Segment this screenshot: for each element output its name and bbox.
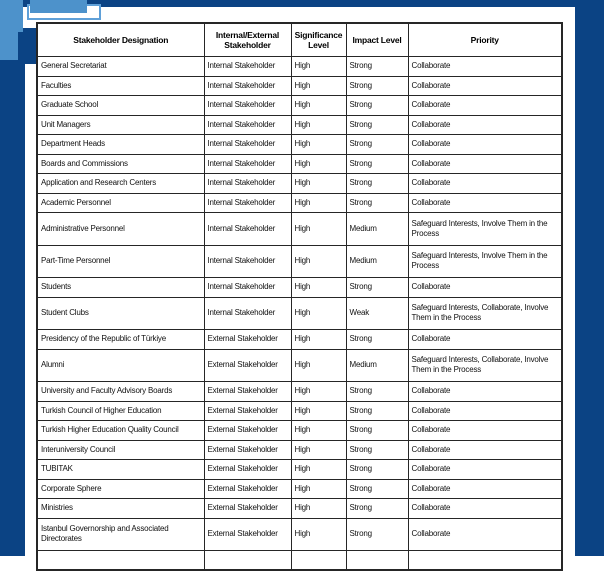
table-row [37, 479, 562, 499]
cell-empty [291, 551, 346, 571]
cell-designation: Alumni [37, 349, 204, 382]
cell-stakeholder: External Stakeholder [204, 401, 291, 421]
cell-priority: Collaborate [408, 421, 562, 441]
cell-significance: High [291, 518, 346, 551]
cell-impact: Strong [346, 96, 408, 116]
cell-significance: High [291, 213, 346, 246]
column-header-priority: Priority [408, 23, 562, 57]
cell-significance: High [291, 154, 346, 174]
cell-significance: High [291, 174, 346, 194]
cell-priority: Collaborate [408, 96, 562, 116]
table-row [37, 213, 562, 246]
table-row [37, 278, 562, 298]
cell-designation: University and Faculty Advisory Boards [37, 382, 204, 402]
cell-impact: Strong [346, 382, 408, 402]
cell-designation: Graduate School [37, 96, 204, 116]
cell-significance: High [291, 330, 346, 350]
table-row [37, 76, 562, 96]
table-row [37, 440, 562, 460]
cell-stakeholder: Internal Stakeholder [204, 135, 291, 155]
cell-significance: High [291, 460, 346, 480]
cell-stakeholder: External Stakeholder [204, 330, 291, 350]
cell-impact: Strong [346, 330, 408, 350]
cell-impact: Strong [346, 193, 408, 213]
cell-empty [408, 551, 562, 571]
table-row-partial [37, 551, 562, 571]
cell-stakeholder: External Stakeholder [204, 518, 291, 551]
cell-significance: High [291, 76, 346, 96]
cell-impact: Medium [346, 213, 408, 246]
cell-designation: Turkish Council of Higher Education [37, 401, 204, 421]
cell-impact: Strong [346, 115, 408, 135]
cell-priority: Safeguard Interests, Collaborate, Involve Them in the Process [408, 297, 562, 330]
table-row [37, 245, 562, 278]
cell-designation: Faculties [37, 76, 204, 96]
cell-designation: Part-Time Personnel [37, 245, 204, 278]
cell-priority: Collaborate [408, 460, 562, 480]
cell-impact: Strong [346, 518, 408, 551]
cell-designation: Academic Personnel [37, 193, 204, 213]
cell-significance: High [291, 382, 346, 402]
column-header-designation: Stakeholder Designation [37, 23, 204, 57]
cell-stakeholder: External Stakeholder [204, 349, 291, 382]
cell-impact: Strong [346, 278, 408, 298]
cell-priority: Collaborate [408, 115, 562, 135]
cell-significance: High [291, 135, 346, 155]
cell-impact: Strong [346, 460, 408, 480]
cell-designation: Application and Research Centers [37, 174, 204, 194]
column-header-stakeholder: Internal/External Stakeholder [204, 23, 291, 57]
cell-significance: High [291, 440, 346, 460]
cell-designation: Ministries [37, 499, 204, 519]
cell-designation: Boards and Commissions [37, 154, 204, 174]
table-row [37, 401, 562, 421]
cell-significance: High [291, 499, 346, 519]
cell-stakeholder: Internal Stakeholder [204, 154, 291, 174]
corner-blue-column [0, 0, 18, 62]
cell-designation: Students [37, 278, 204, 298]
table-row [37, 330, 562, 350]
cell-significance: High [291, 479, 346, 499]
cell-impact: Strong [346, 499, 408, 519]
cell-priority: Collaborate [408, 278, 562, 298]
cell-significance: High [291, 96, 346, 116]
table-row [37, 349, 562, 382]
cell-priority: Collaborate [408, 440, 562, 460]
cell-impact: Medium [346, 349, 408, 382]
cell-impact: Strong [346, 57, 408, 77]
cell-impact: Strong [346, 135, 408, 155]
table-row [37, 297, 562, 330]
cell-stakeholder: Internal Stakeholder [204, 115, 291, 135]
right-accent-bar [575, 0, 604, 556]
cell-stakeholder: Internal Stakeholder [204, 297, 291, 330]
cell-priority: Safeguard Interests, Involve Them in the Process [408, 245, 562, 278]
cell-priority: Collaborate [408, 518, 562, 551]
table-row [37, 460, 562, 480]
cell-priority: Collaborate [408, 174, 562, 194]
column-header-impact: Impact Level [346, 23, 408, 57]
cell-impact: Strong [346, 154, 408, 174]
cell-stakeholder: External Stakeholder [204, 382, 291, 402]
cell-stakeholder: Internal Stakeholder [204, 174, 291, 194]
stakeholder-table [36, 22, 563, 571]
table-row [37, 193, 562, 213]
cell-designation: General Secretariat [37, 57, 204, 77]
left-accent-bar [0, 60, 25, 556]
cell-stakeholder: External Stakeholder [204, 440, 291, 460]
table-header-row [37, 23, 562, 57]
cell-designation: Corporate Sphere [37, 479, 204, 499]
cell-significance: High [291, 245, 346, 278]
cell-designation: Unit Managers [37, 115, 204, 135]
cell-priority: Collaborate [408, 76, 562, 96]
cell-designation: TUBITAK [37, 460, 204, 480]
cell-priority: Safeguard Interests, Collaborate, Involve Them in the Process [408, 349, 562, 382]
cell-impact: Strong [346, 421, 408, 441]
cell-designation: Istanbul Governorship and Associated Directorates [37, 518, 204, 551]
cell-significance: High [291, 278, 346, 298]
corner-navy-square [15, 28, 36, 64]
cell-stakeholder: Internal Stakeholder [204, 96, 291, 116]
cell-significance: High [291, 193, 346, 213]
table-row [37, 518, 562, 551]
cell-designation: Interuniversity Council [37, 440, 204, 460]
cell-designation: Turkish Higher Education Quality Council [37, 421, 204, 441]
cell-designation: Student Clubs [37, 297, 204, 330]
cell-priority: Collaborate [408, 401, 562, 421]
cell-impact: Medium [346, 245, 408, 278]
table-body [37, 57, 562, 571]
cell-priority: Collaborate [408, 154, 562, 174]
cell-designation: Administrative Personnel [37, 213, 204, 246]
cell-stakeholder: Internal Stakeholder [204, 213, 291, 246]
cell-stakeholder: External Stakeholder [204, 421, 291, 441]
cell-impact: Strong [346, 76, 408, 96]
cell-empty [204, 551, 291, 571]
cell-stakeholder: Internal Stakeholder [204, 57, 291, 77]
cell-significance: High [291, 349, 346, 382]
cell-impact: Strong [346, 401, 408, 421]
corner-accent-tab [30, 0, 87, 13]
cell-priority: Collaborate [408, 135, 562, 155]
cell-stakeholder: Internal Stakeholder [204, 193, 291, 213]
table-row [37, 174, 562, 194]
cell-significance: High [291, 401, 346, 421]
cell-stakeholder: Internal Stakeholder [204, 278, 291, 298]
table-row [37, 499, 562, 519]
cell-stakeholder: Internal Stakeholder [204, 76, 291, 96]
table-row [37, 135, 562, 155]
table-row [37, 154, 562, 174]
cell-priority: Safeguard Interests, Involve Them in the Process [408, 213, 562, 246]
cell-impact: Strong [346, 440, 408, 460]
column-header-significance: Significance Level [291, 23, 346, 57]
cell-priority: Collaborate [408, 193, 562, 213]
cell-priority: Collaborate [408, 382, 562, 402]
cell-stakeholder: External Stakeholder [204, 499, 291, 519]
cell-priority: Collaborate [408, 57, 562, 77]
cell-stakeholder: Internal Stakeholder [204, 245, 291, 278]
cell-priority: Collaborate [408, 499, 562, 519]
cell-stakeholder: External Stakeholder [204, 479, 291, 499]
table-row [37, 96, 562, 116]
cell-stakeholder: External Stakeholder [204, 460, 291, 480]
table-row [37, 421, 562, 441]
table-row [37, 115, 562, 135]
cell-designation: Presidency of the Republic of Türkiye [37, 330, 204, 350]
table-row [37, 382, 562, 402]
cell-significance: High [291, 297, 346, 330]
cell-impact: Strong [346, 174, 408, 194]
cell-significance: High [291, 115, 346, 135]
cell-designation: Department Heads [37, 135, 204, 155]
cell-impact: Weak [346, 297, 408, 330]
stakeholder-table-container [36, 22, 563, 571]
cell-significance: High [291, 57, 346, 77]
table-header [37, 23, 562, 57]
cell-priority: Collaborate [408, 330, 562, 350]
cell-empty [37, 551, 204, 571]
cell-impact: Strong [346, 479, 408, 499]
cell-significance: High [291, 421, 346, 441]
cell-priority: Collaborate [408, 479, 562, 499]
cell-empty [346, 551, 408, 571]
table-row [37, 57, 562, 77]
